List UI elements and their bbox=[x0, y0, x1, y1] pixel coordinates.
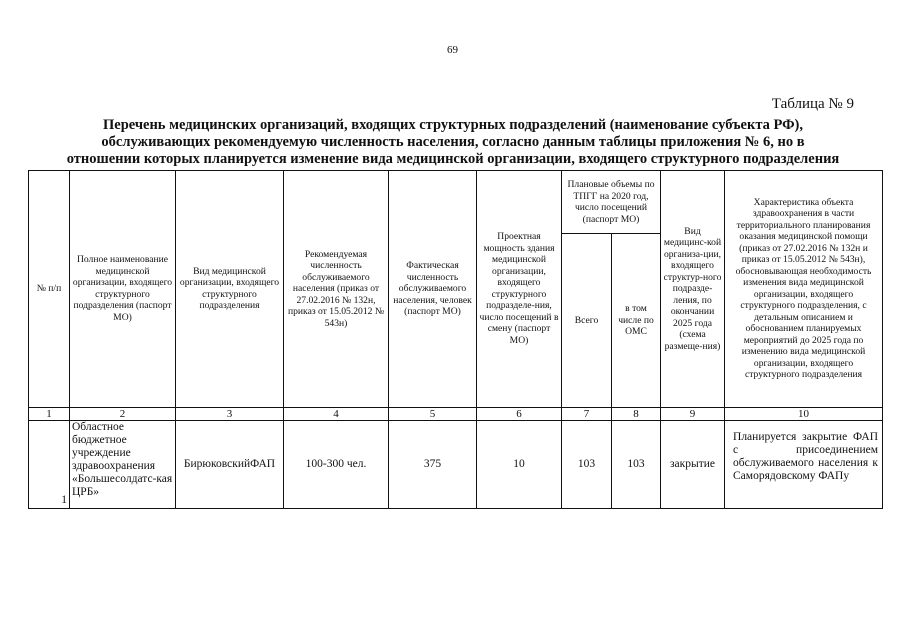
column-number: 9 bbox=[661, 407, 725, 420]
header-type: Вид медицинской организации, входящего структурного подразделения bbox=[176, 171, 284, 408]
column-number: 3 bbox=[176, 407, 284, 420]
organizations-table bbox=[28, 170, 883, 509]
column-number: 4 bbox=[284, 407, 389, 420]
header-num: № п/п bbox=[29, 171, 70, 408]
column-number: 5 bbox=[389, 407, 477, 420]
cell-capacity: 10 bbox=[477, 420, 562, 508]
table-label: Таблица № 9 bbox=[771, 96, 854, 112]
cell-characteristics: Планируется закрытие ФАП с присоединением обслуживаемого населения к Саморядовскому ФАПу bbox=[725, 420, 883, 508]
header-planned-oms: в том числе по ОМС bbox=[612, 234, 661, 408]
cell-future-type: закрытие bbox=[661, 420, 725, 508]
cell-recommended: 100-300 чел. bbox=[284, 420, 389, 508]
cell-planned-total: 103 bbox=[562, 420, 612, 508]
cell-organization-name: Областное бюджетное учреждение здравоохранения «Большесолдатс-кая ЦРБ» bbox=[70, 420, 176, 508]
column-number: 7 bbox=[562, 407, 612, 420]
header-actual: Фактическая численность обслуживаемого населения, человек (паспорт МО) bbox=[389, 171, 477, 408]
column-number: 6 bbox=[477, 407, 562, 420]
table-row bbox=[29, 420, 883, 508]
column-number: 8 bbox=[612, 407, 661, 420]
title-line: обслуживающих рекомендуемую численность населения, согласно данным таблицы приложения № 6, но в bbox=[101, 134, 805, 150]
cell-actual: 375 bbox=[389, 420, 477, 508]
column-number: 1 bbox=[29, 407, 70, 420]
header-characteristics: Характеристика объекта здравоохранения в части территориального планирования оказания медицинской помощи (приказ от 27.02.2016 № 132н и приказ от 15.05.2012 № 543н), обосновывающая необходимость изменения вида медицинской организации, входящего структурного подразделения, с детальным описанием и обоснованием планируемых мероприятий до 2025 года по изменению вида медицинской организации, входящего структурного подразделения bbox=[725, 171, 883, 408]
document-title bbox=[28, 117, 878, 168]
header-row-top bbox=[29, 171, 883, 234]
cell-unit-type: БирюковскийФАП bbox=[176, 420, 284, 508]
column-number: 10 bbox=[725, 407, 883, 420]
title-line: отношении которых планируется изменение вида медицинской организации, входящего структурного подразделения bbox=[66, 151, 840, 167]
header-capacity: Проектная мощность здания медицинской организации, входящего структурного подразделе-ния, число посещений в смену (паспорт МО) bbox=[477, 171, 562, 408]
cell-planned-oms: 103 bbox=[612, 420, 661, 508]
cell-num: 1 bbox=[29, 420, 70, 508]
header-recommended: Рекомендуемая численность обслуживаемого населения (приказ от 27.02.2016 № 132н, приказ от 15.05.2012 № 543н) bbox=[284, 171, 389, 408]
page-number: 69 bbox=[447, 44, 458, 56]
column-numbers-row bbox=[29, 407, 883, 420]
title-line: Перечень медицинских организаций, входящих структурных подразделений (наименование субъекта РФ), bbox=[102, 117, 804, 133]
column-number: 2 bbox=[70, 407, 176, 420]
header-name: Полное наименование медицинской организации, входящего структурного подразделения (паспорт МО) bbox=[70, 171, 176, 408]
header-planned-total: Всего bbox=[562, 234, 612, 408]
header-planned: Плановые объемы по ТПГГ на 2020 год, число посещений (паспорт МО) bbox=[562, 171, 661, 234]
header-future-type: Вид медицинс-кой организа-ции, входящего структур-ного подразде-ления, по окончании 2025 года (схема размеще-ния) bbox=[661, 171, 725, 408]
